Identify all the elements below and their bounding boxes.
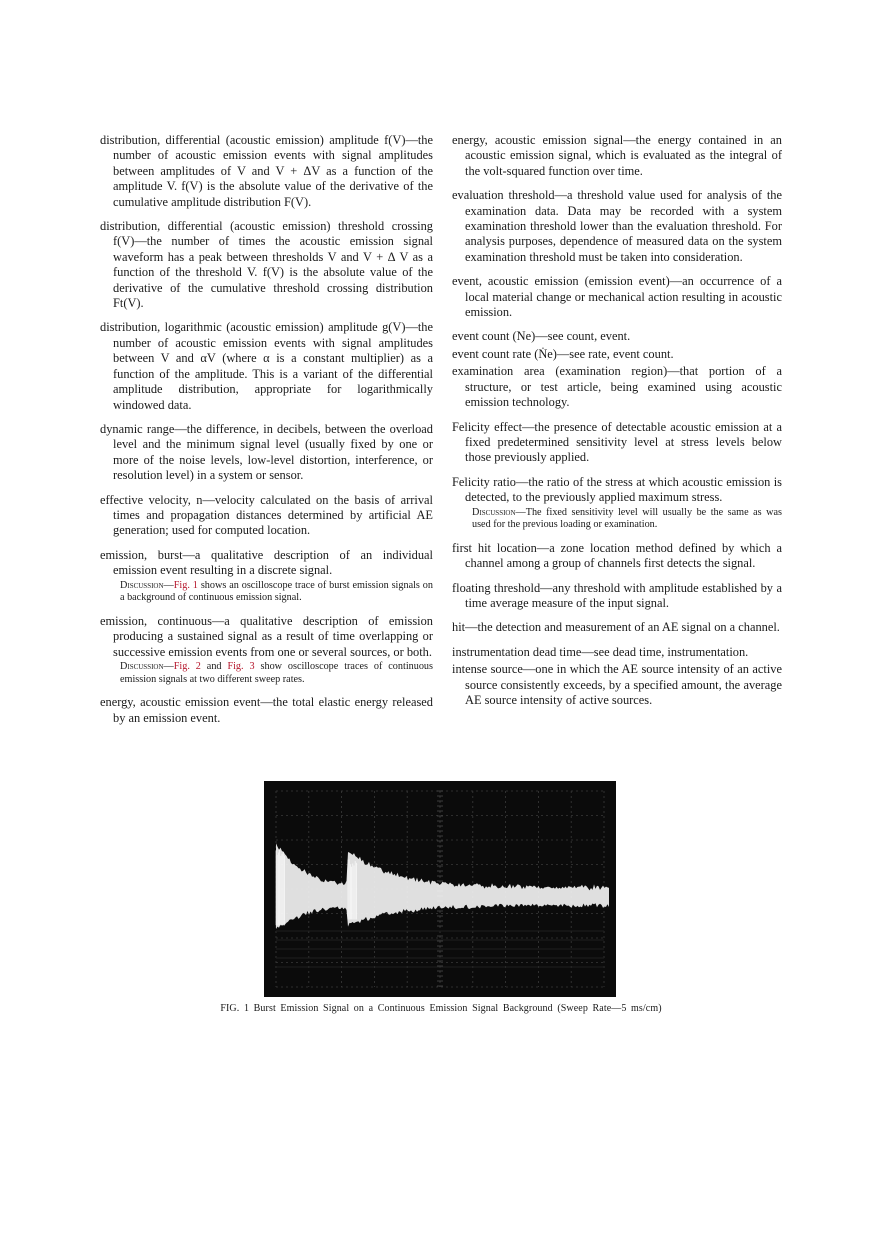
separator: — xyxy=(163,660,174,672)
glossary-entry-text: energy, acoustic emission signal—the energy contained in an acoustic emission signal, which is evaluated as the integral of the volt-squared function over time. xyxy=(452,133,782,178)
glossary-entry-text: event count (Ne)—see count, event. xyxy=(452,329,631,344)
glossary-entry-dist-log-amp xyxy=(100,320,433,412)
glossary-entry-emission-continuous xyxy=(100,614,433,686)
glossary-entry-first-hit-location xyxy=(452,541,782,572)
glossary-entry-floating-threshold xyxy=(452,581,782,612)
glossary-entry-instrumentation-dead-time xyxy=(452,645,782,660)
discussion-text: show oscilloscope traces of continuous emission signals at two different sweep rates. xyxy=(120,660,433,685)
glossary-entry-text: energy, acoustic emission event—the total elastic energy released by an emission event. xyxy=(100,695,433,725)
glossary-entry-text: event count rate (Ṅe)—see rate, event count. xyxy=(452,346,674,361)
glossary-entry-examination-area xyxy=(452,364,782,410)
figure-caption: FIG. 1 Burst Emission Signal on a Continuous Emission Signal Background (Sweep Rate—5 ms/cm) xyxy=(220,1003,662,1014)
glossary-entry-text: intense source—one in which the AE source intensity of an active source consistently exceeds, by a specified amount, the average AE source intensity of active sources. xyxy=(452,662,782,707)
figure-reference-link[interactable]: Fig. 1 xyxy=(173,579,198,591)
figure-1-oscilloscope-image xyxy=(264,781,616,997)
glossary-entry-dist-diff-thr xyxy=(100,219,433,311)
discussion-text: shows an oscilloscope trace of burst emission signals on a background of continuous emission signal. xyxy=(120,579,433,604)
glossary-entry-text: event, acoustic emission (emission event)—an occurrence of a local material change or mechanical action resulting in acoustic emission. xyxy=(452,274,782,320)
glossary-entry-text: distribution, differential (acoustic emission) amplitude f(V)—the number of acoustic emission events with signal amplitudes between amplitudes of V and V + ΔV as a function of the amplitude V. f(V) is the absolute value of the derivative of the cumulative amplitude distribution F(V). xyxy=(100,133,433,209)
discussion-text: and xyxy=(200,660,228,672)
glossary-entry-dynamic-range xyxy=(100,422,433,484)
glossary-entry-energy-ae-event xyxy=(100,695,433,726)
oscilloscope-trace xyxy=(264,781,616,997)
glossary-entry-text: distribution, logarithmic (acoustic emission) amplitude g(V)—the number of acoustic emission events with signal amplitudes between V and αV (where α is a constant multiplier) as a function of the amplitude. This is a variant of the differential amplitude distribution, appropriate for logarithmically windowed data. xyxy=(100,320,433,412)
glossary-entry-event-count-rate xyxy=(452,347,782,362)
glossary-entry-text: floating threshold—any threshold with amplitude established by a time average measure of the input signal. xyxy=(452,580,782,610)
discussion-text: The fixed sensitivity level will usually be the same as was used for the previous loading or examination. xyxy=(472,506,782,531)
discussion-note xyxy=(465,507,782,532)
discussion-label: Discussion xyxy=(120,660,164,672)
left-column xyxy=(100,133,433,735)
glossary-entry-text: examination area (examination region)—that portion of a structure, or test article, being examined using acoustic emission technology. xyxy=(452,364,782,410)
discussion-label: Discussion xyxy=(472,506,516,518)
glossary-entry-text: emission, burst—a qualitative description of an individual emission event resulting in a discrete signal. xyxy=(100,547,433,578)
glossary-entry-emission-burst xyxy=(100,548,433,605)
glossary-entry-felicity-effect xyxy=(452,420,782,466)
glossary-entry-text: effective velocity, n—velocity calculated on the basis of arrival times and propagation distances determined by artificial AE generation; used for computed location. xyxy=(100,492,433,538)
glossary-entry-event-count xyxy=(452,329,782,344)
glossary-entry-evaluation-threshold xyxy=(452,188,782,265)
separator: — xyxy=(163,579,174,591)
figure-reference-link[interactable]: Fig. 3 xyxy=(227,660,255,672)
glossary-entry-dist-diff-amp xyxy=(100,133,433,210)
glossary-entry-text: Felicity ratio—the ratio of the stress at which acoustic emission is detected, to the previously applied maximum stress. xyxy=(452,474,782,505)
glossary-entry-text: evaluation threshold—a threshold value used for analysis of the examination data. Data may be recorded with a system examination threshold lower than the evaluation threshold. For analysis purposes, dependence of measured data on the system examination threshold must be taken into consideration. xyxy=(452,188,782,264)
separator: — xyxy=(515,506,526,518)
figure-reference-link[interactable]: Fig. 2 xyxy=(173,660,201,672)
glossary-entry-hit xyxy=(452,620,782,635)
right-column xyxy=(452,133,782,717)
glossary-entry-text: Felicity effect—the presence of detectable acoustic emission at a fixed predetermined sensitivity level at stress levels below those previously applied. xyxy=(452,419,782,465)
glossary-entry-felicity-ratio xyxy=(452,475,782,532)
glossary-entry-text: instrumentation dead time—see dead time, instrumentation. xyxy=(452,644,749,659)
glossary-entry-text: dynamic range—the difference, in decibels, between the overload level and the minimum signal level (usually fixed by one or more of the noise levels, low-level distortion, interference, or resolution level) in a system or sensor. xyxy=(100,421,433,483)
glossary-entry-effective-velocity xyxy=(100,493,433,539)
glossary-entry-energy-ae-signal xyxy=(452,133,782,179)
glossary-entry-text: emission, continuous—a qualitative description of emission producing a sustained signal as a result of time overlapping or successive emission events from one or several sources, or both. xyxy=(100,613,433,659)
glossary-entry-intense-source xyxy=(452,662,782,708)
discussion-label: Discussion xyxy=(120,579,164,591)
discussion-note xyxy=(113,580,433,605)
glossary-entry-text: distribution, differential (acoustic emission) threshold crossing f(V)—the number of times the acoustic emission signal waveform has a peak between thresholds V and V + Δ V as a function of the threshold V. f(V) is the absolute value of the derivative of the cumulative threshold crossing distribution Ft(V). xyxy=(100,219,433,311)
glossary-entry-text: hit—the detection and measurement of an AE signal on a channel. xyxy=(452,620,780,635)
glossary-entry-event-ae xyxy=(452,274,782,320)
discussion-note xyxy=(113,661,433,686)
glossary-entry-text: first hit location—a zone location method defined by which a channel among a group of channels first detects the signal. xyxy=(452,540,782,571)
